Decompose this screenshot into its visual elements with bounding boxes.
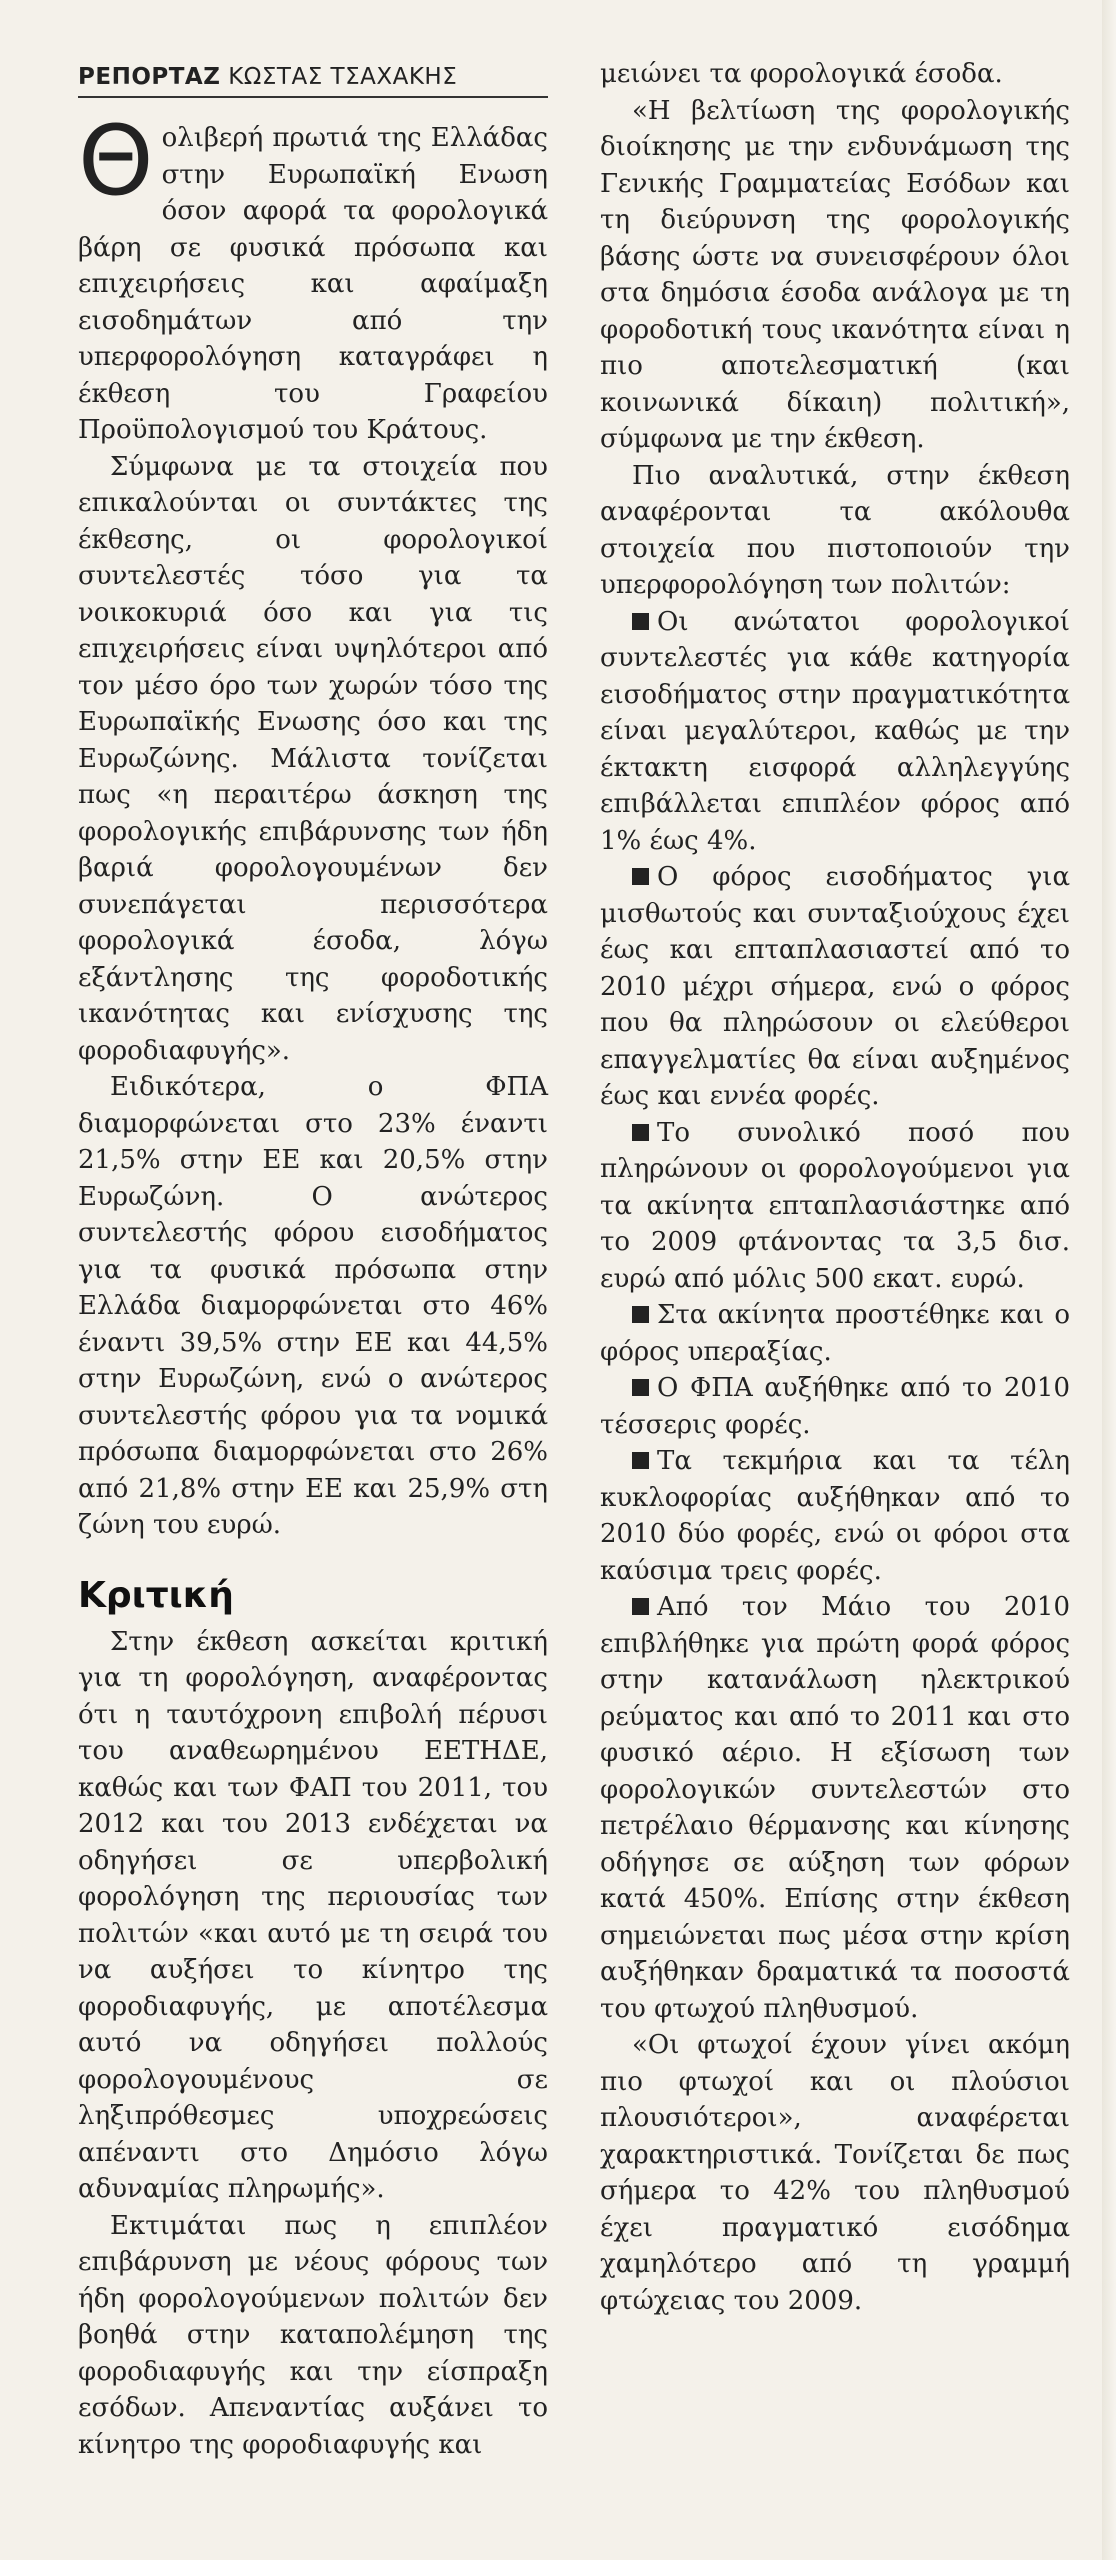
subheading: Κριτική xyxy=(78,1574,234,1616)
lead-paragraph xyxy=(78,105,548,449)
body-paragraph: Εκτιμάται πως η επιπλέον επιβάρυνση με νέους φόρους των ήδη φορολογούμενων πολιτών δεν βοηθά στην καταπολέμηση της φοροδιαφυγής και την είσπραξη εσόδων. Απεναντίας αυξάνει το κίνητρο της φοροδιαφυγής και xyxy=(78,2210,548,2460)
body-paragraph: Στην έκθεση ασκείται κριτική για τη φορολόγηση, αναφέροντας ότι η ταυτόχρονη επιβολή πέρυσι του αναθεωρημένου ΕΕΤΗΔΕ, καθώς και των ΦΑΠ του 2011, του 2012 και του 2013 ενδέχεται να οδηγήσει σε υπερβολική φορολόγηση της περιουσίας των πολιτών «και αυτό με τη σειρά του να αυξήσει το κίνητρο της φοροδιαφυγής, με αποτέλεσμα αυτό να οδηγήσει πολλούς φορολογουμένους σε ληξιπρόθεσμες υποχρεώσεις απέναντι στο Δημόσιο λόγω αδυναμίας πληρωμής». xyxy=(78,1626,548,2204)
list-item xyxy=(600,859,1070,1115)
square-bullet-icon xyxy=(632,868,649,885)
list-item xyxy=(600,1370,1070,1443)
list-item-text: Τα τεκμήρια και τα τέλη κυκλοφορίας αυξήθηκαν από το 2010 δύο φορές, ενώ οι φόροι στα καύσιμα τρεις φορές. xyxy=(600,1446,1070,1586)
list-item-text: Από τον Μάιο του 2010 επιβλήθηκε για πρώτη φορά φόρος στην κατανάλωση ηλεκτρικού ρεύματος και από το 2011 και στο φυσικό αέριο. Η εξίσωση των φορολογικών συντελεστών στο πετρέλαιο θέρμανσης και κίνησης οδήγησε σε αύξηση των φόρων κατά 450%. Επίσης στην έκθεση σημειώνεται πως μέσα στην κρίση αυξήθηκαν δραματικά τα ποσοστά του φτωχού πληθυσμού. xyxy=(600,1592,1070,2024)
body-paragraph: Ειδικότερα, ο ΦΠΑ διαμορφώνεται στο 23% έναντι 21,5% στην ΕΕ και 20,5% στην Ευρωζώνη. Ο ανώτερος συντελεστής φόρου εισοδήματος για τα φυσικά πρόσωπα στην Ελλάδα διαμορφώνεται στο 46% έναντι 39,5% στην ΕΕ και 44,5% στην Ευρωζώνη, ενώ ο ανώτερος συντελεστής φόρου για τα νομικά πρόσωπα διαμορφώνεται στο 26% από 21,8% στην ΕΕ και 25,9% στη ζώνη του ευρώ. xyxy=(78,1072,548,1540)
list-item-text: Οι ανώτατοι φορολογικοί συντελεστές για κάθε κατηγορία εισοδήματος στην πραγματικότητα είναι μεγαλύτεροι, καθώς με την έκτακτη εισφορά αλληλεγγύης επιβάλλεται επιπλέον φόρος από 1% έως 4%. xyxy=(600,606,1070,856)
list-item-text: Στα ακίνητα προστέθηκε και ο φόρος υπεραξίας. xyxy=(600,1300,1070,1367)
square-bullet-icon xyxy=(632,613,649,630)
list-item xyxy=(600,1297,1070,1370)
list-item xyxy=(600,1589,1070,2027)
list-item xyxy=(600,1443,1070,1589)
lead-text: ολιβερή πρωτιά της Ελλάδας στην Ευρωπαϊκή Ενωση όσον αφορά τα φορολογικά βάρη σε φυσικά πρόσωπα και επιχειρήσεις και αφαίμαξη εισοδημάτων από την υπερφορολόγηση καταγράφει η έκθεση του Γραφείου Προϋπολογισμού του Κράτους. xyxy=(78,123,548,445)
square-bullet-icon xyxy=(632,1124,649,1141)
list-item xyxy=(600,604,1070,860)
byline xyxy=(78,62,548,98)
byline-author: ΚΩΣΤΑΣ ΤΣΑΧΑΚΗΣ xyxy=(228,64,458,90)
list-item-text: Το συνολικό ποσό που πληρώνουν οι φορολογούμενοι για τα ακίνητα επταπλασιάστηκε από το 2009 φτάνοντας τα 3,5 δισ. ευρώ από μόλις 500 εκατ. ευρώ. xyxy=(600,1117,1070,1294)
square-bullet-icon xyxy=(632,1598,649,1615)
body-paragraph: Πιο αναλυτικά, στην έκθεση αναφέρονται τα ακόλουθα στοιχεία που πιστοποιούν την υπερφορολόγηση των πολιτών: xyxy=(600,460,1070,600)
square-bullet-icon xyxy=(632,1452,649,1469)
list-item-text: Ο ΦΠΑ αυξήθηκε από το 2010 τέσσερις φορές. xyxy=(600,1373,1070,1440)
right-column xyxy=(600,56,1070,2319)
closing-paragraph: «Οι φτωχοί έχουν γίνει ακόμη πιο φτωχοί και οι πλούσιοι πλουσιότεροι», αναφέρεται χαρακτηριστικά. Τονίζεται δε πως σήμερα το 42% του πληθυσμού έχει πραγματικό εισόδημα χαμηλότερο από τη γραμμή φτώχειας του 2009. xyxy=(600,2030,1070,2316)
body-paragraph: «Η βελτίωση της φορολογικής διοίκησης με την ενδυνάμωση της Γενικής Γραμματείας Εσόδων και τη διεύρυνση της φορολογικής βάσης ώστε να συνεισφέρουν όλοι στα δημόσια έσοδα ανάλογα με τη φοροδοτική τους ικανότητα είναι η πιο αποτελεσματική (και κοινωνικά δίκαιη) πολιτική», σύμφωνα με την έκθεση. xyxy=(600,95,1070,454)
page-edge xyxy=(1102,0,1116,2560)
square-bullet-icon xyxy=(632,1379,649,1396)
drop-cap: Θ xyxy=(78,105,154,217)
square-bullet-icon xyxy=(632,1306,649,1323)
list-item-text: Ο φόρος εισοδήματος για μισθωτούς και συνταξιούχους έχει έως και επταπλασιαστεί από το 2010 μέχρι σήμερα, ενώ ο φόρος που θα πληρώσουν οι ελεύθεροι επαγγελματίες θα είναι αυξημένος έως και εννέα φορές. xyxy=(600,862,1070,1111)
body-paragraph: Σύμφωνα με τα στοιχεία που επικαλούνται οι συντάκτες της έκθεσης, οι φορολογικοί συντελεστές τόσο για τα νοικοκυριά όσο και για τις επιχειρήσεις είναι υψηλότεροι από τον μέσο όρο των χωρών τόσο της Ευρωπαϊκής Ενωσης όσο και της Ευρωζώνης. Μάλιστα τονίζεται πως «η περαιτέρω άσκηση της φορολογικής επιβάρυνσης των ήδη βαριά φορολογουμένων δεν συνεπάγεται περισσότερα φορολογικά έσοδα, λόγω εξάντλησης της φοροδοτικής ικανότητας και ενίσχυσης της φοροδιαφυγής». xyxy=(78,451,548,1066)
list-item xyxy=(600,1115,1070,1298)
continuation-text: μειώνει τα φορολογικά έσοδα. xyxy=(600,59,1003,89)
left-column xyxy=(78,62,548,2463)
byline-tag: ΡΕΠΟΡΤΑΖ xyxy=(78,64,221,90)
